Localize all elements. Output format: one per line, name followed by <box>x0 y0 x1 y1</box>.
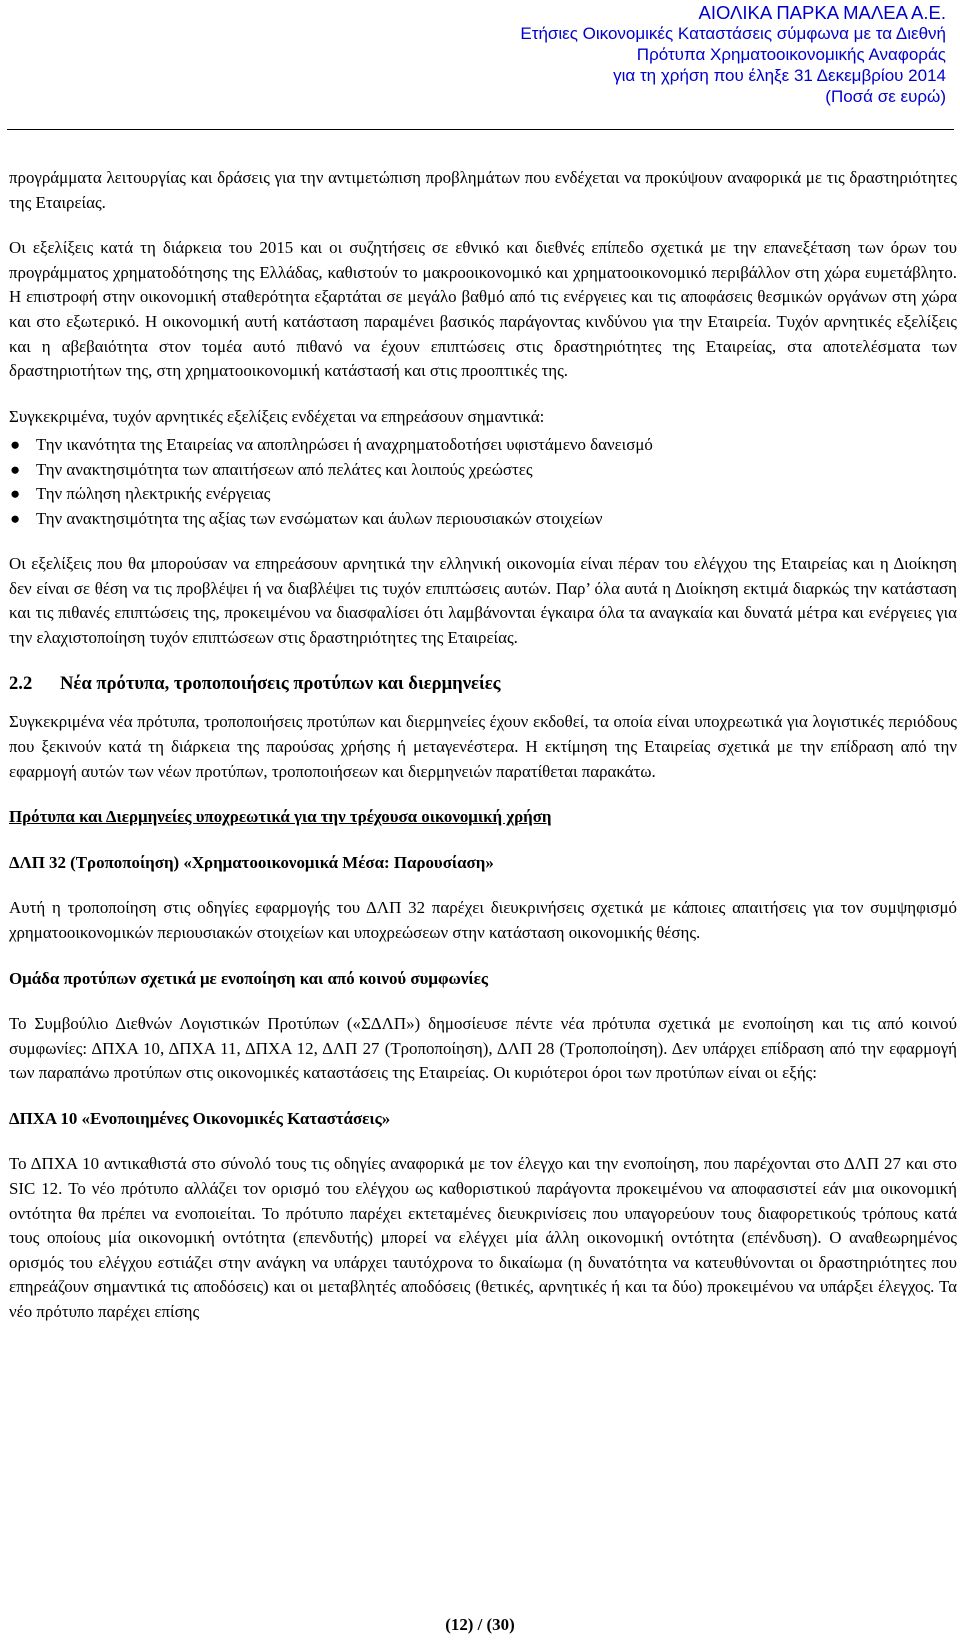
header-line-5: (Ποσά σε ευρώ) <box>825 87 946 106</box>
bullet-icon: ● <box>10 508 21 528</box>
paragraph-3-intro: Συγκεκριμένα, τυχόν αρνητικές εξελίξεις ενδέχεται να επηρεάσουν σημαντικά: <box>9 406 545 426</box>
list-item: ● Την ανακτησιμότητα της αξίας των ενσώματων και άυλων περιουσιακών στοιχείων <box>9 507 957 531</box>
paragraph-4: Οι εξελίξεις που θα μπορούσαν να επηρεάσουν αρνητικά την ελληνική οικονομία είναι πέραν του ελέγχου της Εταιρείας και η Διοίκηση δεν είναι σε θέση να τις προβλέψει ή να διαβλέψει τις τυχόν επιπτώσεις αυτών. Παρ’ όλα αυτά η Διοίκηση εκτιμά διαρκώς την κατάσταση και τις πιθανές επιπτώσεις της, προκειμένου να διασφαλίσει ότι λαμβάνονται έγκαιρα όλα τα αναγκαία και δυνατά μέτρα και ενέργειες για την ελαχιστοποίηση τυχόν επιπτώσεων στις δραστηριότητες της Εταιρείας. <box>9 553 957 647</box>
paragraph-2: Οι εξελίξεις κατά τη διάρκεια του 2015 και οι συζητήσεις σε εθνικό και διεθνές επίπεδο σχετικά με την επανεξέταση των όρων του προγράμματος χρηματοδότησης της Ελλάδας, καθιστούν το μακροοικονομικό και χρηματοοικονομικό περιβάλλον στη χώρα ευμετάβλητο. Η επιστροφή στην οικονομική σταθερότητα εξαρτάται σε μεγάλο βαθμό από τις ενέργειες και τις αποφάσεις θεσμικών οργάνων στη χώρα και στο εξωτερικό. Η οικονομική αυτή κατάσταση παραμένει βασικός παράγοντας κινδύνου για την Εταιρεία. Τυχόν αρνητικές εξελίξεις και η αβεβαιότητα στον τομέα αυτό πιθανό να έχουν επιπτώσεις στις δραστηριότητες της Εταιρείας, στα αποτελέσματα των δραστηριοτήτων της, στη χρηματοοικονομική κατάστασή και στις προοπτικές της. <box>9 238 957 381</box>
section-heading <box>9 671 957 697</box>
group-standards-heading: Ομάδα προτύπων σχετικά με ενοποίηση και από κοινού συμφωνίες <box>9 968 488 988</box>
section-number: 2.2 <box>9 673 33 695</box>
header-line-3: Πρότυπα Χρηματοοικονομικής Αναφοράς <box>636 45 946 64</box>
bullet-icon: ● <box>10 484 21 504</box>
header-line-2: Ετήσιες Οικονομικές Καταστάσεις σύμφωνα με τα Διεθνή <box>520 24 946 43</box>
bullet-icon: ● <box>10 459 21 479</box>
page-number: (12) / (30) <box>445 1615 515 1634</box>
ias32-heading: ΔΛΠ 32 (Τροποποίηση) «Χρηματοοικονομικά Μέσα: Παρουσίαση» <box>9 852 494 872</box>
header-divider <box>7 129 954 130</box>
header-line-4: για τη χρήση που έληξε 31 Δεκεμβρίου 2014 <box>613 66 946 85</box>
paragraph-7: Το Συμβούλιο Διεθνών Λογιστικών Προτύπων («ΣΔΛΠ») δημοσίευσε πέντε νέα πρότυπα σχετικά με ενοποίηση και τις από κοινού συμφωνίες: ΔΠΧΑ 10, ΔΠΧΑ 11, ΔΠΧΑ 12, ΔΛΠ 27 (Τροποποίηση), ΔΛΠ 28 (Τροποποίηση). Δεν υπάρχει επίδραση από την εφαρμογή των παραπάνω προτύπων στις οικονομικές καταστάσεις της Εταιρείας. Οι κυριότεροι όροι των προτύπων είναι οι εξής: <box>9 1014 957 1083</box>
paragraph-5: Συγκεκριμένα νέα πρότυπα, τροποποιήσεις προτύπων και διερμηνείες έχουν εκδοθεί, τα οποία είναι υποχρεωτικά για λογιστικές περιόδους που ξεκινούν κατά τη διάρκεια της παρούσας χρήσης ή μεταγενέστερα. Η εκτίμηση της Εταιρείας σχετικά με την επίδραση από την εφαρμογή αυτών των νέων προτύπων, τροποποιήσεων και διερμηνειών παρατίθεται παρακάτω. <box>9 712 957 781</box>
list-item: ● Την ικανότητα της Εταιρείας να αποπληρώσει ή αναχρηματοδοτήσει υφιστάμενο δανεισμό <box>9 433 957 457</box>
list-item: ● Την πώληση ηλεκτρικής ενέργειας <box>9 482 957 506</box>
ifrs10-heading: ΔΠΧΑ 10 «Ενοποιημένες Οικονομικές Καταστάσεις» <box>9 1108 391 1128</box>
document-body <box>9 166 957 1325</box>
paragraph-1: προγράμματα λειτουργίας και δράσεις για την αντιμετώπιση προβλημάτων που ενδέχεται να προκύψουν αναφορικά με τις δραστηριότητες της Εταιρείας. <box>9 168 957 212</box>
section-title: Νέα πρότυπα, τροποποιήσεις προτύπων και διερμηνείες <box>60 673 501 695</box>
paragraph-6: Αυτή η τροποποίηση στις οδηγίες εφαρμογής του ΔΛΠ 32 παρέχει διευκρινήσεις σχετικά με κάποιες απαιτήσεις για τον συμψηφισμό χρηματοοικονομικών περιουσιακών στοιχείων και υποχρεώσεων στην κατάσταση οικονομικής θέσης. <box>9 898 957 942</box>
bullet-icon: ● <box>10 435 21 455</box>
risk-list <box>9 433 957 531</box>
page-header <box>520 2 946 107</box>
company-name: ΑΙΟΛΙΚΑ ΠΑΡΚΑ ΜΑΛΕΑ Α.Ε. <box>698 2 946 23</box>
subsection-heading: Πρότυπα και Διερμηνείες υποχρεωτικά για την τρέχουσα οικονομική χρήση <box>9 807 552 827</box>
list-item: ● Την ανακτησιμότητα των απαιτήσεων από πελάτες και λοιπούς χρεώστες <box>9 458 957 482</box>
paragraph-8: Το ΔΠΧΑ 10 αντικαθιστά στο σύνολό τους τις οδηγίες αναφορικά με τον έλεγχο και την ενοποίηση, που παρέχονται στο ΔΛΠ 27 και στο SIC 12. Το νέο πρότυπο αλλάζει τον ορισμό του ελέγχου ως καθοριστικού παράγοντα προκειμένου να αποφασιστεί εάν μια οικονομική οντότητα θα πρέπει να ενοποιείται. Το πρότυπο παρέχει εκτεταμένες διευκρινίσεις που υπαγορεύουν τους διαφορετικούς τρόπους κατά τους οποίους μία οικονομική οντότητα (επενδυτής) μπορεί να ελέγχει μία άλλη οικονομική οντότητα (επένδυση). Ο αναθεωρημένος ορισμός του ελέγχου εστιάζει στην ανάγκη να υπάρχει ταυτόχρονα το δικαίωμα (η δυνατότητα να κατευθύνονται οι δραστηριότητες που επηρεάζουν σημαντικά τις αποδόσεις) και οι μεταβλητές αποδόσεις (θετικές, αρνητικές ή και τα δύο) προκειμένου να υπάρξει έλεγχος. Τα νέο πρότυπο παρέχει επίσης <box>9 1154 957 1322</box>
